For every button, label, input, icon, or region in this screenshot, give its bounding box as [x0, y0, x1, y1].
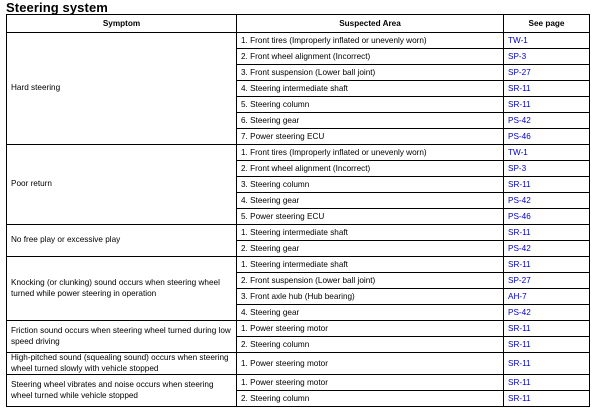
- suspected-area-cell: 5. Power steering ECU: [237, 209, 504, 225]
- see-page-link[interactable]: SR-11: [504, 257, 590, 273]
- suspected-area-cell: 2. Front wheel alignment (Incorrect): [237, 49, 504, 65]
- header-symptom: Symptom: [7, 15, 237, 33]
- see-page-link[interactable]: SP-3: [504, 49, 590, 65]
- suspected-area-cell: 2. Steering gear: [237, 241, 504, 257]
- see-page-link[interactable]: PS-42: [504, 305, 590, 321]
- symptom-cell: Hard steering: [7, 33, 237, 145]
- suspected-area-cell: 4. Steering gear: [237, 193, 504, 209]
- see-page-link[interactable]: AH-7: [504, 289, 590, 305]
- suspected-area-cell: 2. Steering column: [237, 337, 504, 353]
- troubleshooting-table: [6, 14, 590, 407]
- suspected-area-cell: 3. Front suspension (Lower ball joint): [237, 65, 504, 81]
- see-page-link[interactable]: PS-46: [504, 209, 590, 225]
- symptom-cell: Friction sound occurs when steering wheel turned during low speed driving: [7, 321, 237, 353]
- see-page-link[interactable]: SR-11: [504, 177, 590, 193]
- suspected-area-cell: 3. Front axle hub (Hub bearing): [237, 289, 504, 305]
- see-page-link[interactable]: SP-27: [504, 65, 590, 81]
- see-page-link[interactable]: SP-27: [504, 273, 590, 289]
- table-row: [7, 321, 590, 337]
- see-page-link[interactable]: SR-11: [504, 391, 590, 407]
- see-page-link[interactable]: SR-11: [504, 337, 590, 353]
- see-page-link[interactable]: SR-11: [504, 321, 590, 337]
- troubleshooting-table-container: [6, 14, 589, 407]
- suspected-area-cell: 4. Steering gear: [237, 305, 504, 321]
- suspected-area-cell: 1. Power steering motor: [237, 321, 504, 337]
- suspected-area-cell: 3. Steering column: [237, 177, 504, 193]
- suspected-area-cell: 1. Front tires (Improperly inflated or unevenly worn): [237, 145, 504, 161]
- suspected-area-cell: 1. Steering intermediate shaft: [237, 225, 504, 241]
- suspected-area-cell: 1. Front tires (Improperly inflated or unevenly worn): [237, 33, 504, 49]
- header-see-page: See page: [504, 15, 590, 33]
- see-page-link[interactable]: TW-1: [504, 33, 590, 49]
- page-title: Steering system: [6, 0, 108, 15]
- see-page-link[interactable]: SR-11: [504, 225, 590, 241]
- see-page-link[interactable]: SR-11: [504, 375, 590, 391]
- suspected-area-cell: 2. Front suspension (Lower ball joint): [237, 273, 504, 289]
- see-page-link[interactable]: TW-1: [504, 145, 590, 161]
- see-page-link[interactable]: SR-11: [504, 81, 590, 97]
- symptom-cell: Steering wheel vibrates and noise occurs when steering wheel turned while vehicle stopped: [7, 375, 237, 407]
- suspected-area-cell: 1. Power steering motor: [237, 353, 504, 375]
- symptom-cell: Knocking (or clunking) sound occurs when steering wheel turned while power steering in operation: [7, 257, 237, 321]
- table-row: [7, 33, 590, 49]
- see-page-link[interactable]: SR-11: [504, 353, 590, 375]
- suspected-area-cell: 6. Steering gear: [237, 113, 504, 129]
- table-row: [7, 375, 590, 391]
- table-body: [7, 33, 590, 407]
- table-row: [7, 353, 590, 375]
- see-page-link[interactable]: PS-42: [504, 241, 590, 257]
- suspected-area-cell: 7. Power steering ECU: [237, 129, 504, 145]
- see-page-link[interactable]: SR-11: [504, 97, 590, 113]
- see-page-link[interactable]: PS-46: [504, 129, 590, 145]
- table-row: [7, 257, 590, 273]
- suspected-area-cell: 2. Steering column: [237, 391, 504, 407]
- header-suspected-area: Suspected Area: [237, 15, 504, 33]
- symptom-cell: No free play or excessive play: [7, 225, 237, 257]
- suspected-area-cell: 5. Steering column: [237, 97, 504, 113]
- suspected-area-cell: 4. Steering intermediate shaft: [237, 81, 504, 97]
- table-row: [7, 225, 590, 241]
- suspected-area-cell: 2. Front wheel alignment (Incorrect): [237, 161, 504, 177]
- symptom-cell: Poor return: [7, 145, 237, 225]
- table-row: [7, 145, 590, 161]
- see-page-link[interactable]: PS-42: [504, 113, 590, 129]
- table-header-row: [7, 15, 590, 33]
- suspected-area-cell: 1. Power steering motor: [237, 375, 504, 391]
- symptom-cell: High-pitched sound (squealing sound) occurs when steering wheel turned slowly with vehicle stopped: [7, 353, 237, 375]
- see-page-link[interactable]: SP-3: [504, 161, 590, 177]
- see-page-link[interactable]: PS-42: [504, 193, 590, 209]
- suspected-area-cell: 1. Steering intermediate shaft: [237, 257, 504, 273]
